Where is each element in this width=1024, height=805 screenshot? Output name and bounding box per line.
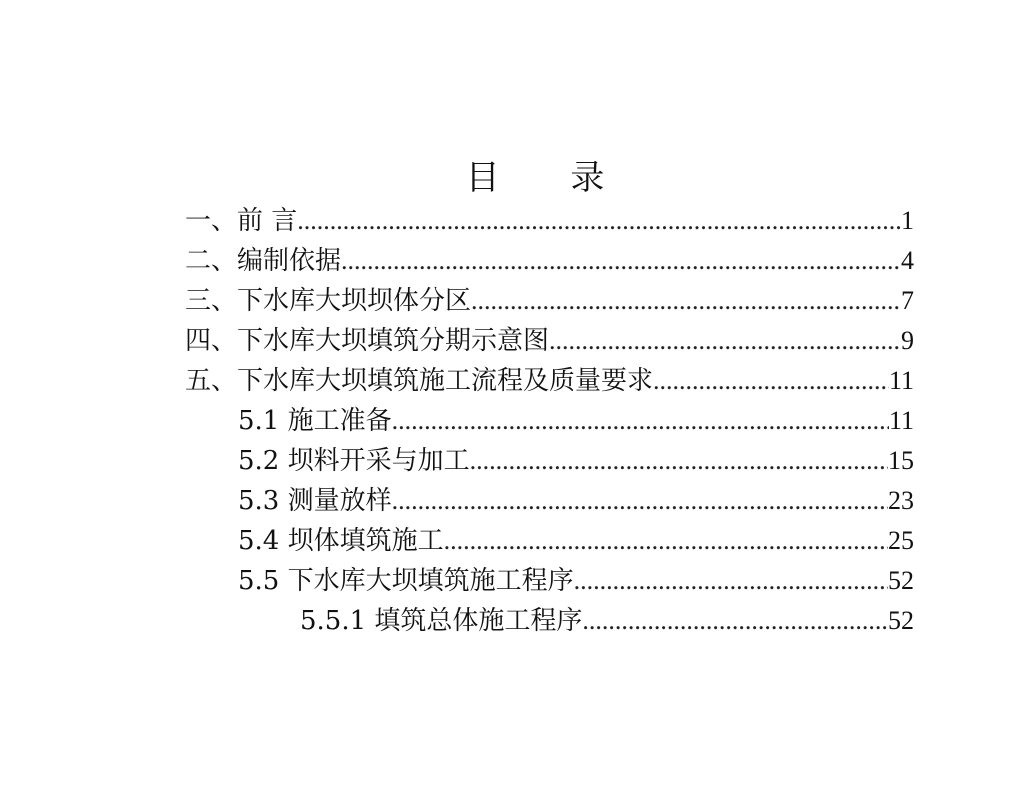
toc-entry-title: 5.1 施工准备 bbox=[238, 406, 392, 436]
toc-page-number: 25 bbox=[888, 526, 914, 555]
toc-page-number: 1 bbox=[901, 206, 914, 235]
page-title: 目 录 bbox=[465, 158, 635, 198]
toc-page-number: 15 bbox=[888, 446, 914, 475]
toc-dot-leader bbox=[470, 444, 888, 478]
toc-entry-fill-stages[interactable] bbox=[0, 318, 1024, 358]
toc-page-number: 52 bbox=[888, 566, 914, 595]
toc-entry-5-5[interactable] bbox=[0, 558, 1024, 598]
toc-page-number: 4 bbox=[901, 246, 914, 275]
toc-entry-preface[interactable] bbox=[0, 198, 1024, 238]
toc-page-number: 7 bbox=[901, 286, 914, 315]
toc-page-number: 11 bbox=[888, 406, 914, 435]
toc-page-number: 23 bbox=[888, 486, 914, 515]
toc-entry-title: 5.5 下水库大坝填筑施工程序 bbox=[238, 566, 574, 596]
toc-entry-title: 二、编制依据 bbox=[185, 246, 342, 276]
toc-entry-dam-zoning[interactable] bbox=[0, 278, 1024, 318]
toc-dot-leader bbox=[444, 524, 888, 558]
toc-entry-process-quality[interactable] bbox=[0, 358, 1024, 398]
table-of-contents bbox=[0, 198, 1024, 638]
toc-entry-5-2[interactable] bbox=[0, 438, 1024, 478]
toc-dot-leader bbox=[574, 564, 888, 598]
toc-page-number: 9 bbox=[901, 326, 914, 355]
toc-dot-leader bbox=[582, 604, 888, 638]
toc-dot-leader bbox=[549, 324, 901, 358]
toc-entry-5-5-1[interactable] bbox=[0, 598, 1024, 638]
toc-entry-title: 5.2 坝料开采与加工 bbox=[238, 446, 470, 476]
toc-dot-leader bbox=[341, 244, 901, 278]
toc-dot-leader bbox=[392, 484, 888, 518]
toc-entry-basis[interactable] bbox=[0, 238, 1024, 278]
toc-entry-5-1[interactable] bbox=[0, 398, 1024, 438]
toc-dot-leader bbox=[392, 404, 889, 438]
toc-dot-leader bbox=[297, 204, 901, 238]
toc-entry-title: 5.3 测量放样 bbox=[238, 486, 392, 516]
toc-entry-title: 5.4 坝体填筑施工 bbox=[238, 526, 444, 556]
toc-dot-leader bbox=[653, 364, 889, 398]
toc-entry-title: 一、前 言 bbox=[185, 206, 298, 236]
toc-entry-5-4[interactable] bbox=[0, 518, 1024, 558]
toc-entry-title: 三、下水库大坝坝体分区 bbox=[185, 286, 472, 316]
toc-page-number: 52 bbox=[888, 606, 914, 635]
toc-entry-title: 四、下水库大坝填筑分期示意图 bbox=[185, 326, 550, 356]
toc-dot-leader bbox=[471, 284, 901, 318]
toc-entry-title: 5.5.1 填筑总体施工程序 bbox=[300, 606, 583, 636]
toc-entry-title: 五、下水库大坝填筑施工流程及质量要求 bbox=[185, 366, 654, 396]
toc-entry-5-3[interactable] bbox=[0, 478, 1024, 518]
toc-page-number: 11 bbox=[888, 366, 914, 395]
